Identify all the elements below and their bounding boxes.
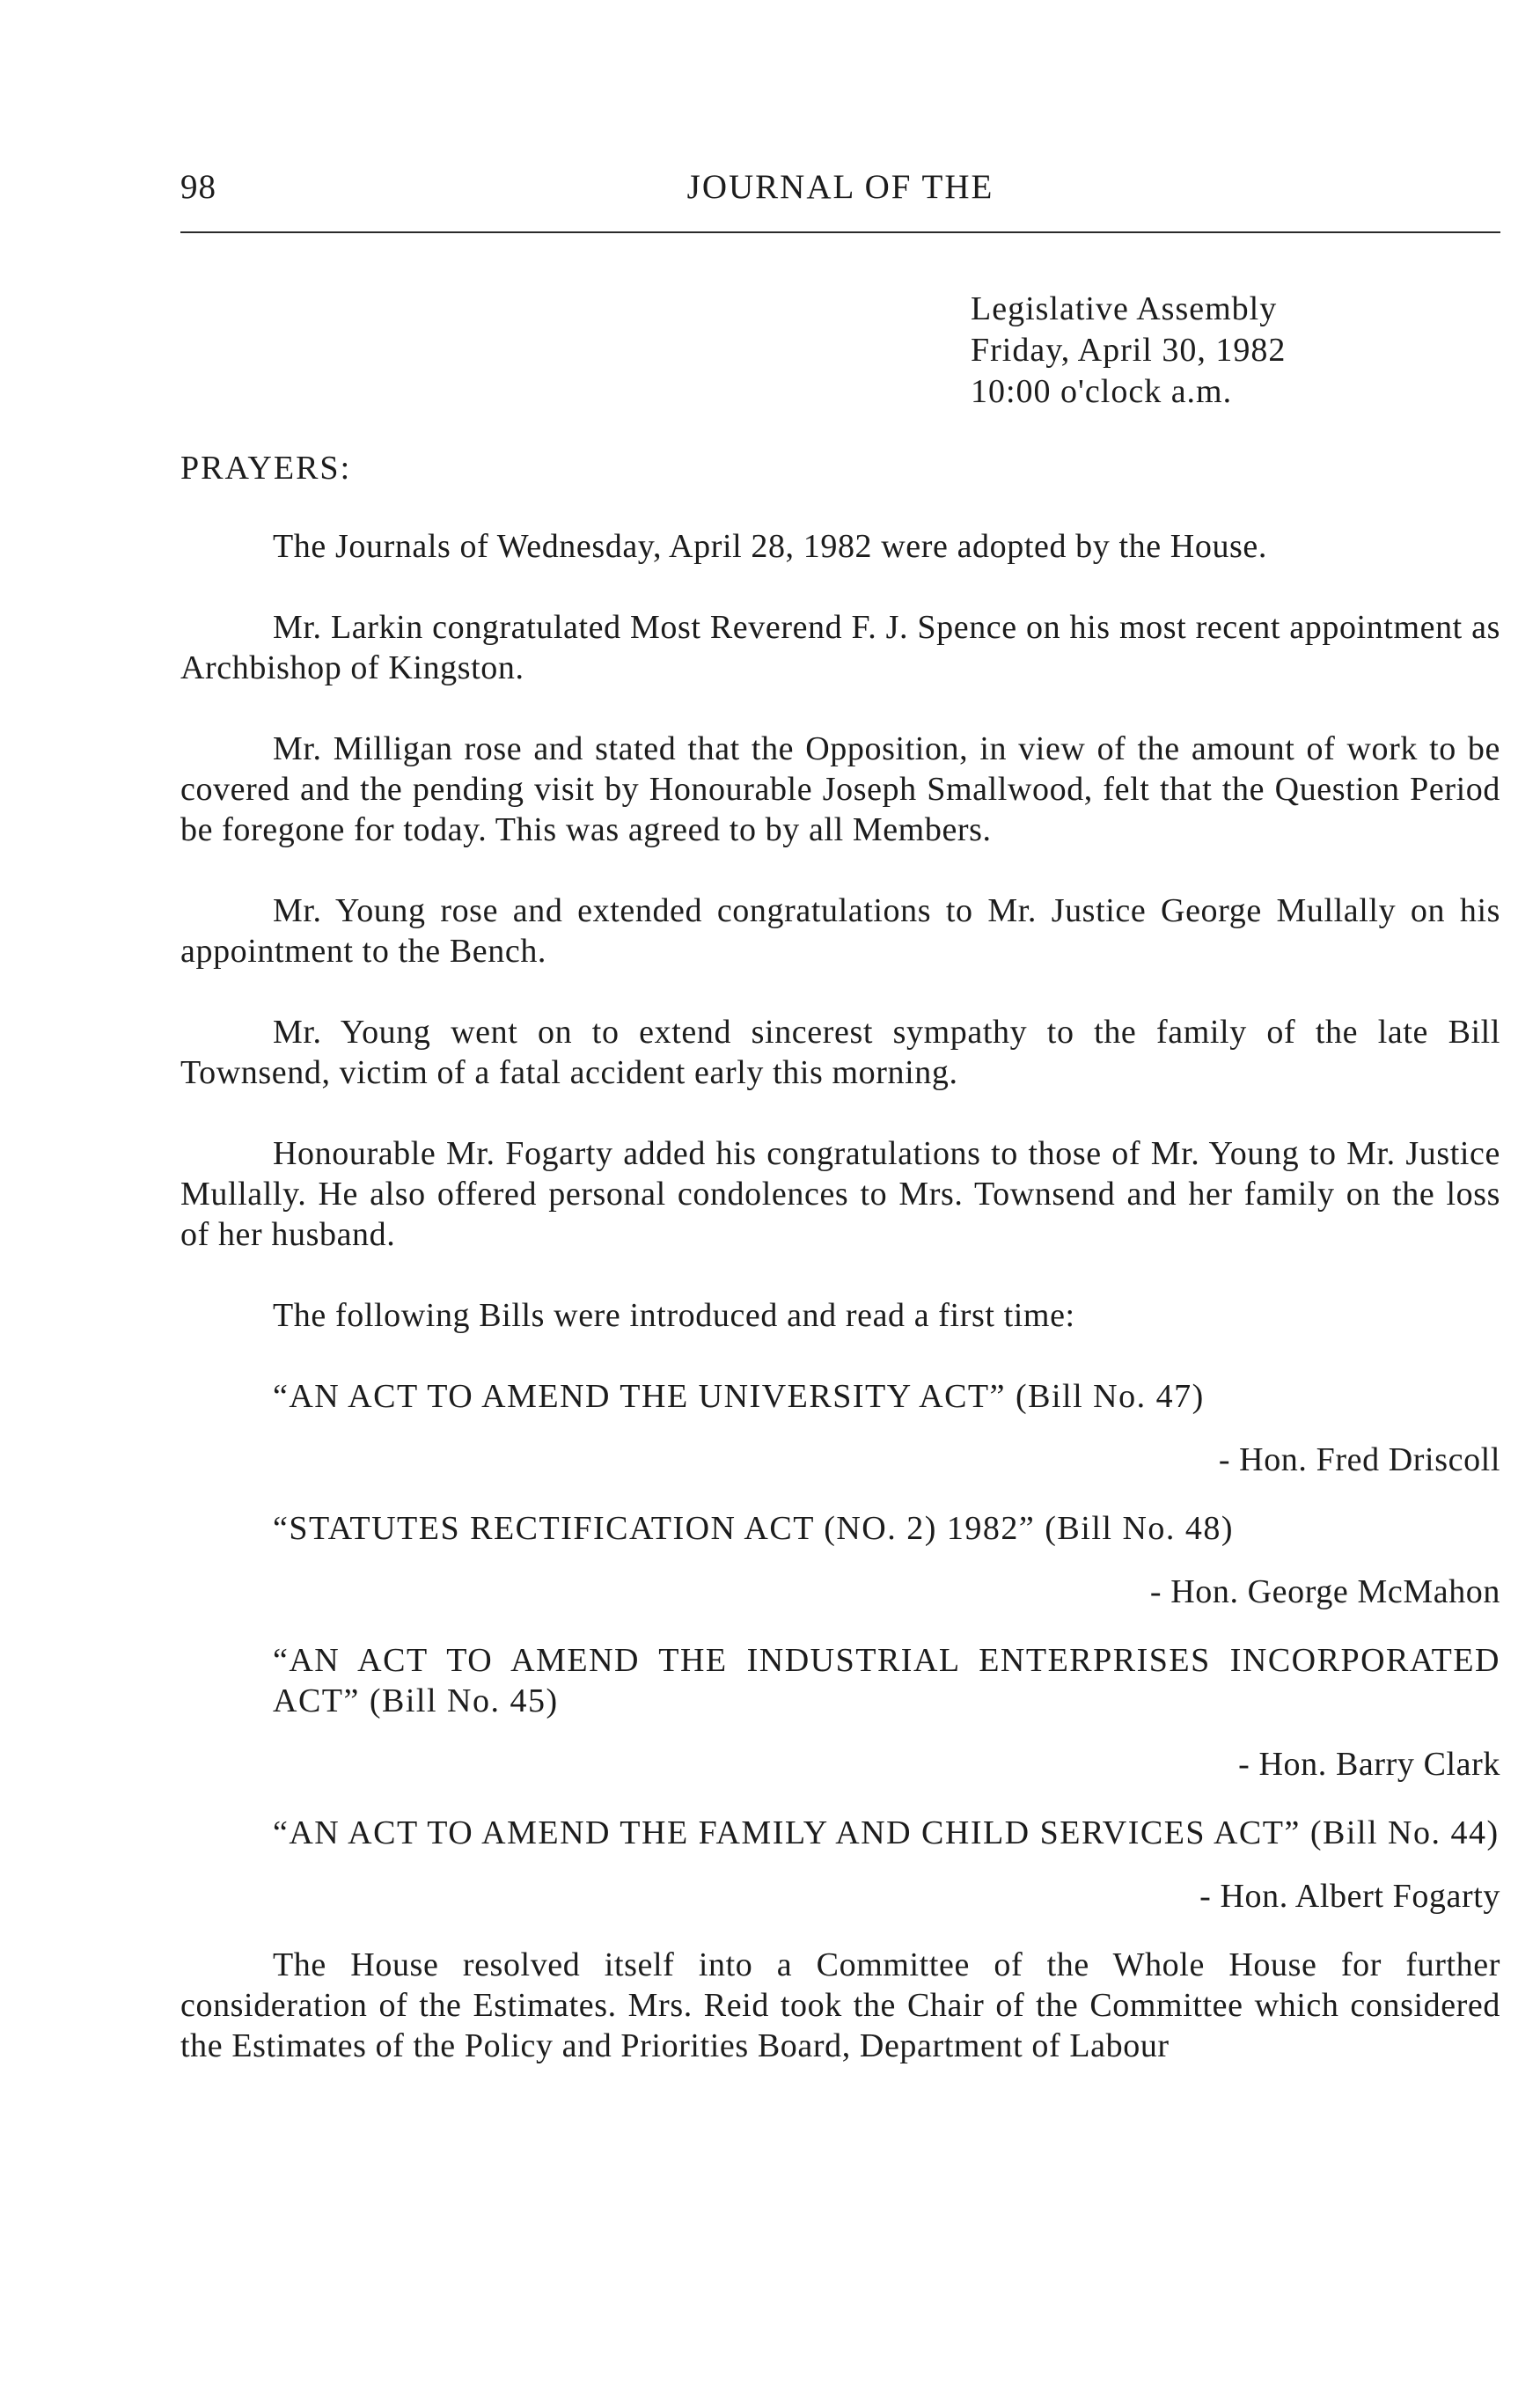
paragraph-larkin: Mr. Larkin congratulated Most Reverend F. J. Spence on his most recent appointment as Archbishop of Kingston.	[180, 609, 1500, 686]
bill-entry	[180, 1508, 1500, 1612]
paragraph-journals-adopted: The Journals of Wednesday, April 28, 1982 were adopted by the House.	[273, 528, 1267, 565]
bill-title: “AN ACT TO AMEND THE FAMILY AND CHILD SERVICES ACT” (Bill No. 44)	[273, 1814, 1500, 1851]
proceedings	[180, 526, 1500, 2107]
sitting-time: 10:00 o'clock a.m.	[971, 373, 1233, 410]
bill-entry	[180, 1376, 1500, 1480]
bill-entry	[180, 1640, 1500, 1785]
paragraph-young-congratulations: Mr. Young rose and extended congratulations to Mr. Justice George Mullally on his appointment to the Bench.	[180, 892, 1500, 970]
bill-title: “AN ACT TO AMEND THE INDUSTRIAL ENTERPRISES INCORPORATED ACT” (Bill No. 45)	[273, 1642, 1500, 1719]
bill-title: “STATUTES RECTIFICATION ACT (NO. 2) 1982” (Bill No. 48)	[273, 1510, 1235, 1547]
sitting-date: Friday, April 30, 1982	[971, 332, 1287, 369]
paragraph-bills-intro: The following Bills were introduced and read a first time:	[273, 1297, 1075, 1334]
paragraph-milligan: Mr. Milligan rose and stated that the Opposition, in view of the amount of work to be covered and the pending visit by Honourable Joseph Smallwood, felt that the Question Period be foregone for today. This was agreed to by all Members.	[180, 730, 1500, 848]
running-title: JOURNAL OF THE	[686, 168, 994, 206]
bill-entry	[180, 1813, 1500, 1917]
bill-sponsor: - Hon. George McMahon	[1149, 1573, 1500, 1610]
bill-sponsor: - Hon. Barry Clark	[1238, 1746, 1500, 1783]
paragraph-committee: The House resolved itself into a Committee of the Whole House for further consideration of the Estimates. Mrs. Reid took the Chair of the Committee which considered the Estimates of the Policy and Priorities Board, Department of Labour	[180, 1946, 1500, 2064]
bill-sponsor: - Hon. Fred Driscoll	[1218, 1441, 1500, 1478]
prayers-heading: PRAYERS:	[180, 450, 352, 487]
sitting-details	[971, 289, 1286, 413]
assembly-name: Legislative Assembly	[971, 290, 1278, 327]
bill-title: “AN ACT TO AMEND THE UNIVERSITY ACT” (Bill No. 47)	[273, 1378, 1205, 1415]
bill-sponsor: - Hon. Albert Fogarty	[1199, 1878, 1500, 1915]
header-divider	[180, 231, 1500, 233]
page-number: 98	[180, 168, 216, 206]
paragraph-young-sympathy: Mr. Young went on to extend sincerest sympathy to the family of the late Bill Townsend, victim of a fatal accident early this morning.	[180, 1014, 1500, 1091]
paragraph-fogarty: Honourable Mr. Fogarty added his congratulations to those of Mr. Young to Mr. Justice Mullally. He also offered personal condolences to Mrs. Townsend and her family on the loss of her husband.	[180, 1135, 1500, 1253]
page-header	[180, 167, 1500, 220]
